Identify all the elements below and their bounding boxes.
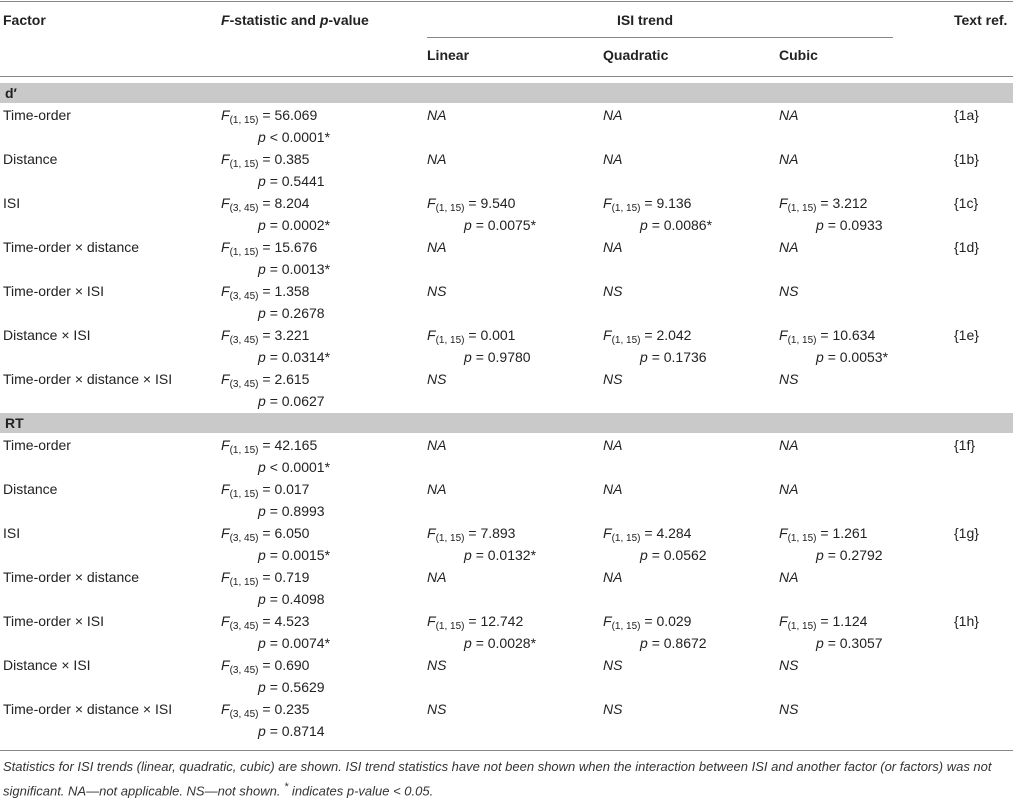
f-value: 15.676 xyxy=(274,239,318,255)
f-value: 8.204 xyxy=(274,195,310,211)
quadratic-cell: NA xyxy=(603,569,623,585)
p-value: = 0.5441 xyxy=(269,173,325,189)
factor-cell: Time-order × distance × ISI xyxy=(3,371,173,387)
table-row xyxy=(0,434,1013,478)
f-stat-cell: $F_{(3, 45)} = 0.235$ p = 0.8714 xyxy=(221,701,325,739)
f-symbol: F xyxy=(779,327,788,343)
quadratic-cell: NS xyxy=(603,283,623,299)
f-symbol: F xyxy=(221,657,230,673)
p-symbol: p xyxy=(258,635,266,651)
f-symbol: F xyxy=(427,525,436,541)
factor-cell: Time-order xyxy=(3,437,71,453)
f-stat-cell: $F_{(3, 45)} = 0.690$ p = 0.5629 xyxy=(221,657,325,695)
f-symbol: F xyxy=(221,569,230,585)
quadratic-cell: NA xyxy=(603,107,623,123)
p-value: = 0.0074* xyxy=(269,635,331,651)
linear-cell: NS xyxy=(427,657,447,673)
f-symbol: F xyxy=(221,151,230,167)
p-value: = 0.0132* xyxy=(475,547,537,563)
factor-cell: Distance × ISI xyxy=(3,327,91,343)
section-title: d′ xyxy=(5,85,17,101)
p-symbol: p xyxy=(258,503,266,519)
p-value: = 0.0015* xyxy=(269,547,331,563)
p-symbol: p xyxy=(816,349,824,365)
quadratic-cell: $F_{(1, 15)} = 0.029$ p = 0.8672 xyxy=(603,613,707,651)
f-symbol: F xyxy=(221,701,230,717)
df-subscript: (1, 15) xyxy=(787,335,817,346)
f-value: 9.540 xyxy=(480,195,516,211)
df-subscript: (3, 45) xyxy=(229,621,259,632)
text-ref-cell: {1a} xyxy=(954,107,979,123)
p-value: = 0.0075* xyxy=(475,217,537,233)
f-value: 9.136 xyxy=(656,195,692,211)
linear-cell: NS xyxy=(427,701,447,717)
f-value: 1.261 xyxy=(832,525,868,541)
factor-cell: Distance xyxy=(3,151,58,167)
linear-cell: NA xyxy=(427,569,447,585)
f-symbol: F xyxy=(427,195,436,211)
quadratic-cell: $F_{(1, 15)} = 2.042$ p = 0.1736 xyxy=(603,327,707,365)
factor-cell: Time-order × distance xyxy=(3,569,140,585)
header-text-ref: Text ref. xyxy=(954,12,1008,28)
p-symbol: p xyxy=(640,635,648,651)
cubic-cell: NS xyxy=(779,657,799,673)
df-subscript: (3, 45) xyxy=(229,709,259,720)
quadratic-cell: NS xyxy=(603,701,623,717)
p-symbol: p xyxy=(258,459,266,475)
p-value: = 0.0086* xyxy=(651,217,713,233)
p-symbol: p xyxy=(258,393,266,409)
f-value: 2.615 xyxy=(274,371,310,387)
f-value: 7.893 xyxy=(480,525,516,541)
f-symbol: F xyxy=(779,525,788,541)
f-value: 4.523 xyxy=(274,613,310,629)
f-symbol: F xyxy=(427,613,436,629)
f-value: 6.050 xyxy=(274,525,310,541)
p-symbol: p xyxy=(258,129,266,145)
p-symbol: p xyxy=(816,635,824,651)
df-subscript: (1, 15) xyxy=(229,159,259,170)
f-symbol: F xyxy=(427,327,436,343)
df-subscript: (1, 15) xyxy=(435,203,465,214)
f-symbol: F xyxy=(221,283,230,299)
factor-cell: Distance × ISI xyxy=(3,657,91,673)
quadratic-cell: NS xyxy=(603,371,623,387)
p-symbol: p xyxy=(258,217,266,233)
table-row xyxy=(0,280,1013,324)
cubic-cell: NS xyxy=(779,283,799,299)
f-stat-cell: $F_{(3, 45)} = 8.204$ p = 0.0002* xyxy=(221,195,331,233)
p-value: < 0.0001* xyxy=(269,129,331,145)
f-value: 2.042 xyxy=(656,327,692,343)
text-ref-cell: {1b} xyxy=(954,151,979,167)
df-subscript: (1, 15) xyxy=(229,489,259,500)
text-ref-cell: {1d} xyxy=(954,239,979,255)
p-value: = 0.2678 xyxy=(269,305,325,321)
factor-cell: Time-order xyxy=(3,107,71,123)
table-row xyxy=(0,104,1013,148)
p-value: < 0.0001* xyxy=(269,459,331,475)
factor-cell: Time-order × ISI xyxy=(3,613,105,629)
df-subscript: (1, 15) xyxy=(229,577,259,588)
p-value: = 0.3057 xyxy=(827,635,883,651)
f-symbol: F xyxy=(603,613,612,629)
df-subscript: (1, 15) xyxy=(229,445,259,456)
f-symbol: F xyxy=(603,525,612,541)
factor-cell: Time-order × distance xyxy=(3,239,140,255)
header-f-mid: -statistic and xyxy=(229,12,320,28)
df-subscript: (1, 15) xyxy=(611,203,641,214)
f-value: 0.029 xyxy=(656,613,692,629)
header-factor: Factor xyxy=(3,12,46,28)
p-value: = 0.0314* xyxy=(269,349,331,365)
f-value: 0.017 xyxy=(274,481,310,497)
isi-trend-rule xyxy=(427,37,893,38)
df-subscript: (1, 15) xyxy=(611,335,641,346)
p-symbol: p xyxy=(258,305,266,321)
p-symbol: p xyxy=(258,547,266,563)
f-symbol: F xyxy=(603,327,612,343)
p-symbol: p xyxy=(816,547,824,563)
p-symbol: p xyxy=(640,217,648,233)
cubic-cell: NS xyxy=(779,701,799,717)
cubic-cell: $F_{(1, 15)} = 3.212$ p = 0.0933 xyxy=(779,195,883,233)
quadratic-cell: NA xyxy=(603,481,623,497)
f-symbol: F xyxy=(221,525,230,541)
p-symbol: p xyxy=(816,217,824,233)
df-subscript: (1, 15) xyxy=(611,621,641,632)
text-ref-cell: {1c} xyxy=(954,195,979,211)
df-subscript: (3, 45) xyxy=(229,335,259,346)
linear-cell: NS xyxy=(427,371,447,387)
p-value: = 0.0053* xyxy=(827,349,889,365)
f-value: 0.001 xyxy=(480,327,516,343)
p-value: = 0.9780 xyxy=(475,349,531,365)
df-subscript: (1, 15) xyxy=(435,335,465,346)
factor-cell: Time-order × distance × ISI xyxy=(3,701,173,717)
f-value: 0.690 xyxy=(274,657,310,673)
df-subscript: (1, 15) xyxy=(435,533,465,544)
df-subscript: (3, 45) xyxy=(229,291,259,302)
p-value: = 0.0002* xyxy=(269,217,331,233)
df-subscript: (3, 45) xyxy=(229,533,259,544)
p-symbol: p xyxy=(258,679,266,695)
f-value: 56.069 xyxy=(274,107,318,123)
top-rule xyxy=(0,1,1013,2)
factor-cell: ISI xyxy=(3,195,21,211)
cubic-cell: NA xyxy=(779,481,799,497)
df-subscript: (1, 15) xyxy=(787,533,817,544)
text-ref-cell: {1f} xyxy=(954,437,976,453)
cubic-cell: NA xyxy=(779,569,799,585)
p-symbol: p xyxy=(258,261,266,277)
f-symbol: F xyxy=(779,195,788,211)
f-value: 3.221 xyxy=(274,327,310,343)
f-value: 1.358 xyxy=(274,283,310,299)
p-value: = 0.8714 xyxy=(269,723,325,739)
section-header xyxy=(0,83,1013,103)
p-symbol: p xyxy=(640,349,648,365)
footnote-text-end: indicates p-value < 0.05. xyxy=(288,783,434,799)
p-value: = 0.4098 xyxy=(269,591,325,607)
p-symbol: p xyxy=(258,723,266,739)
table-row xyxy=(0,522,1013,566)
linear-cell: NA xyxy=(427,107,447,123)
table-row xyxy=(0,368,1013,412)
f-symbol: F xyxy=(221,195,230,211)
df-subscript: (1, 15) xyxy=(435,621,465,632)
f-value: 1.124 xyxy=(832,613,868,629)
bottom-rule xyxy=(0,750,1013,751)
footnote-text: Statistics for ISI trends (linear, quadratic, cubic) are shown. ISI trend statistics have not been shown when the interaction between ISI and another factor (or factors) was not significant. NA—not applicable. NS—not shown. xyxy=(3,759,992,799)
header-quadratic: Quadratic xyxy=(603,47,669,63)
linear-cell: $F_{(1, 15)} = 9.540$ p = 0.0075* xyxy=(427,195,537,233)
cubic-cell: $F_{(1, 15)} = 1.261$ p = 0.2792 xyxy=(779,525,883,563)
f-stat-cell: $F_{(1, 15)} = 0.017$ p = 0.8993 xyxy=(221,481,325,519)
f-stat-cell: $F_{(1, 15)} = 42.165$ p < 0.0001* xyxy=(221,437,331,475)
p-symbol: p xyxy=(464,349,472,365)
p-value: = 0.1736 xyxy=(651,349,707,365)
cubic-cell: $F_{(1, 15)} = 1.124$ p = 0.3057 xyxy=(779,613,883,651)
f-stat-cell: $F_{(1, 15)} = 15.676$ p = 0.0013* xyxy=(221,239,331,277)
cubic-cell: NS xyxy=(779,371,799,387)
f-stat-cell: $F_{(3, 45)} = 6.050$ p = 0.0015* xyxy=(221,525,331,563)
cubic-cell: NA xyxy=(779,437,799,453)
f-stat-cell: $F_{(1, 15)} = 56.069$ p < 0.0001* xyxy=(221,107,331,145)
p-symbol: p xyxy=(258,349,266,365)
p-value: = 0.2792 xyxy=(827,547,883,563)
table-row xyxy=(0,478,1013,522)
cubic-cell: $F_{(1, 15)} = 10.634$ p = 0.0053* xyxy=(779,327,889,365)
p-value: = 0.8993 xyxy=(269,503,325,519)
header-p-end: -value xyxy=(328,12,369,28)
df-subscript: (3, 45) xyxy=(229,379,259,390)
p-symbol: p xyxy=(258,173,266,189)
p-value: = 0.8672 xyxy=(651,635,707,651)
footnote-star: * xyxy=(284,781,289,793)
header-isi-trend: ISI trend xyxy=(617,12,674,28)
f-stat-cell: $F_{(1, 15)} = 0.385$ p = 0.5441 xyxy=(221,151,325,189)
table-footnote xyxy=(3,757,1008,801)
quadratic-cell: NA xyxy=(603,151,623,167)
f-symbol: F xyxy=(779,613,788,629)
linear-cell: NA xyxy=(427,151,447,167)
header-cubic: Cubic xyxy=(779,47,818,63)
f-symbol: F xyxy=(603,195,612,211)
linear-cell: $F_{(1, 15)} = 7.893$ p = 0.0132* xyxy=(427,525,537,563)
factor-cell: ISI xyxy=(3,525,21,541)
text-ref-cell: {1g} xyxy=(954,525,979,541)
factor-cell: Distance xyxy=(3,481,58,497)
p-value: = 0.5629 xyxy=(269,679,325,695)
f-stat-cell: $F_{(3, 45)} = 1.358$ p = 0.2678 xyxy=(221,283,325,321)
p-value: = 0.0028* xyxy=(475,635,537,651)
f-symbol: F xyxy=(221,107,230,123)
p-symbol: p xyxy=(464,547,472,563)
f-stat-cell: $F_{(3, 45)} = 2.615$ p = 0.0627 xyxy=(221,371,325,409)
header-f-statistic xyxy=(221,12,369,28)
table-row xyxy=(0,324,1013,368)
cubic-cell: NA xyxy=(779,239,799,255)
p-value: = 0.0627 xyxy=(269,393,325,409)
p-symbol: p xyxy=(464,635,472,651)
table-row xyxy=(0,654,1013,698)
linear-cell: NA xyxy=(427,481,447,497)
quadratic-cell: $F_{(1, 15)} = 4.284$ p = 0.0562 xyxy=(603,525,707,563)
f-value: 0.719 xyxy=(274,569,310,585)
f-symbol: F xyxy=(221,327,230,343)
df-subscript: (3, 45) xyxy=(229,665,259,676)
table-row xyxy=(0,566,1013,610)
p-value: = 0.0013* xyxy=(269,261,331,277)
p-symbol: p xyxy=(464,217,472,233)
quadratic-cell: NA xyxy=(603,239,623,255)
df-subscript: (1, 15) xyxy=(229,247,259,258)
p-value: = 0.0933 xyxy=(827,217,883,233)
f-value: 4.284 xyxy=(656,525,692,541)
text-ref-cell: {1e} xyxy=(954,327,979,343)
quadratic-cell: NS xyxy=(603,657,623,673)
quadratic-cell: $F_{(1, 15)} = 9.136$ p = 0.0086* xyxy=(603,195,713,233)
p-symbol: p xyxy=(258,591,266,607)
f-symbol: F xyxy=(221,481,230,497)
linear-cell: $F_{(1, 15)} = 12.742$ p = 0.0028* xyxy=(427,613,537,651)
f-stat-cell: $F_{(3, 45)} = 3.221$ p = 0.0314* xyxy=(221,327,331,365)
f-stat-cell: $F_{(3, 45)} = 4.523$ p = 0.0074* xyxy=(221,613,331,651)
df-subscript: (1, 15) xyxy=(787,621,817,632)
header-linear: Linear xyxy=(427,47,470,63)
table-row xyxy=(0,610,1013,654)
f-value: 0.235 xyxy=(274,701,310,717)
f-value: 42.165 xyxy=(274,437,318,453)
linear-cell: NA xyxy=(427,437,447,453)
f-stat-cell: $F_{(1, 15)} = 0.719$ p = 0.4098 xyxy=(221,569,325,607)
factor-cell: Time-order × ISI xyxy=(3,283,105,299)
df-subscript: (1, 15) xyxy=(229,115,259,126)
p-value: = 0.0562 xyxy=(651,547,707,563)
f-symbol: F xyxy=(221,371,230,387)
section-title: RT xyxy=(5,415,24,431)
quadratic-cell: NA xyxy=(603,437,623,453)
f-symbol: F xyxy=(221,239,230,255)
header-bottom-rule xyxy=(0,76,1013,77)
section-header xyxy=(0,413,1013,433)
df-subscript: (1, 15) xyxy=(787,203,817,214)
df-subscript: (1, 15) xyxy=(611,533,641,544)
text-ref-cell: {1h} xyxy=(954,613,979,629)
f-value: 10.634 xyxy=(832,327,876,343)
table-row xyxy=(0,698,1013,742)
linear-cell: $F_{(1, 15)} = 0.001$ p = 0.9780 xyxy=(427,327,531,365)
f-value: 0.385 xyxy=(274,151,310,167)
table-row xyxy=(0,148,1013,192)
p-symbol: p xyxy=(640,547,648,563)
f-symbol: F xyxy=(221,613,230,629)
linear-cell: NA xyxy=(427,239,447,255)
f-value: 3.212 xyxy=(832,195,868,211)
table-row xyxy=(0,192,1013,236)
header-p-italic: p xyxy=(319,12,329,28)
table-row xyxy=(0,236,1013,280)
cubic-cell: NA xyxy=(779,107,799,123)
header-f-italic: F xyxy=(221,12,230,28)
f-value: 12.742 xyxy=(480,613,524,629)
linear-cell: NS xyxy=(427,283,447,299)
f-symbol: F xyxy=(221,437,230,453)
cubic-cell: NA xyxy=(779,151,799,167)
df-subscript: (3, 45) xyxy=(229,203,259,214)
